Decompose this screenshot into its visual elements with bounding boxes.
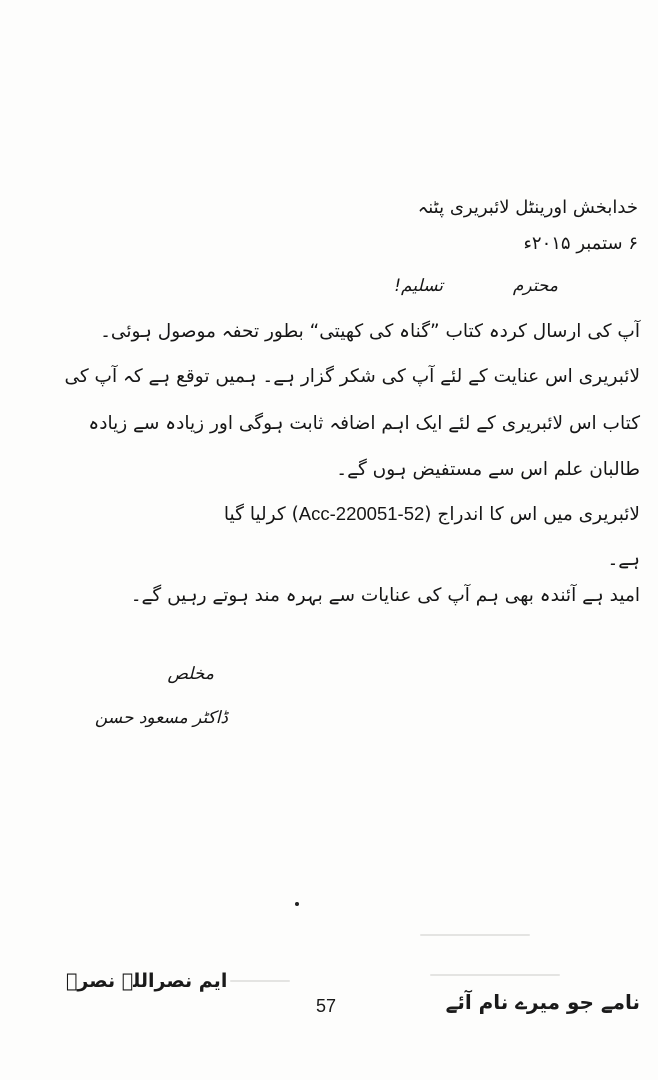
footer-book-title: نامے جو میرے نام آئے [445,990,640,1014]
bleed-through-mark [420,934,530,936]
signatory-name: ڈاکٹر مسعود حسن [94,708,228,728]
page-number: 57 [316,996,337,1016]
bleed-through-mark [430,974,560,976]
entry-line [70,500,640,529]
entry-line-after: ) کرلیا گیا [223,504,299,525]
salutation-greeting: تسلیم! [394,276,443,296]
body-line-4: طالبان علم اس سے مستفیض ہوں گے۔ [336,459,640,480]
salutation-title: محترم [512,276,558,296]
accession-number: Acc-220051-52 [298,503,425,524]
body-line-3: کتاب اس لائبریری کے لئے ایک اہم اضافہ ثابت ہوگی اور زیادہ سے زیادہ [88,413,640,434]
body-line-2: لائبریری اس عنایت کے لئے آپ کی شکر گزار ہے۔ ہمیں توقع ہے کہ آپ کی [64,366,640,387]
ink-speck [295,902,299,906]
institution-name: خدابخش اورینٹل لائبریری پٹنہ [417,197,638,218]
body-line-1: آپ کی ارسال کردہ کتاب ”گناہ کی کھیتی“ بطور تحفہ موصول ہوئی۔ [100,321,640,342]
letter-date: ۶ ستمبر ۲۰۱۵ء [523,233,638,254]
valediction: مخلص [167,664,214,684]
footer-author: ایم نصراللہ نصرؔ [66,970,228,992]
entry-continuation: ہے۔ [607,549,640,570]
bleed-through-mark [230,980,290,982]
entry-line-before: لائبریری میں اس کا اندراج ( [424,504,640,525]
closing-line: امید ہے آئندہ بھی ہم آپ کی عنایات سے بہرہ مند ہوتے رہیں گے۔ [130,585,640,606]
